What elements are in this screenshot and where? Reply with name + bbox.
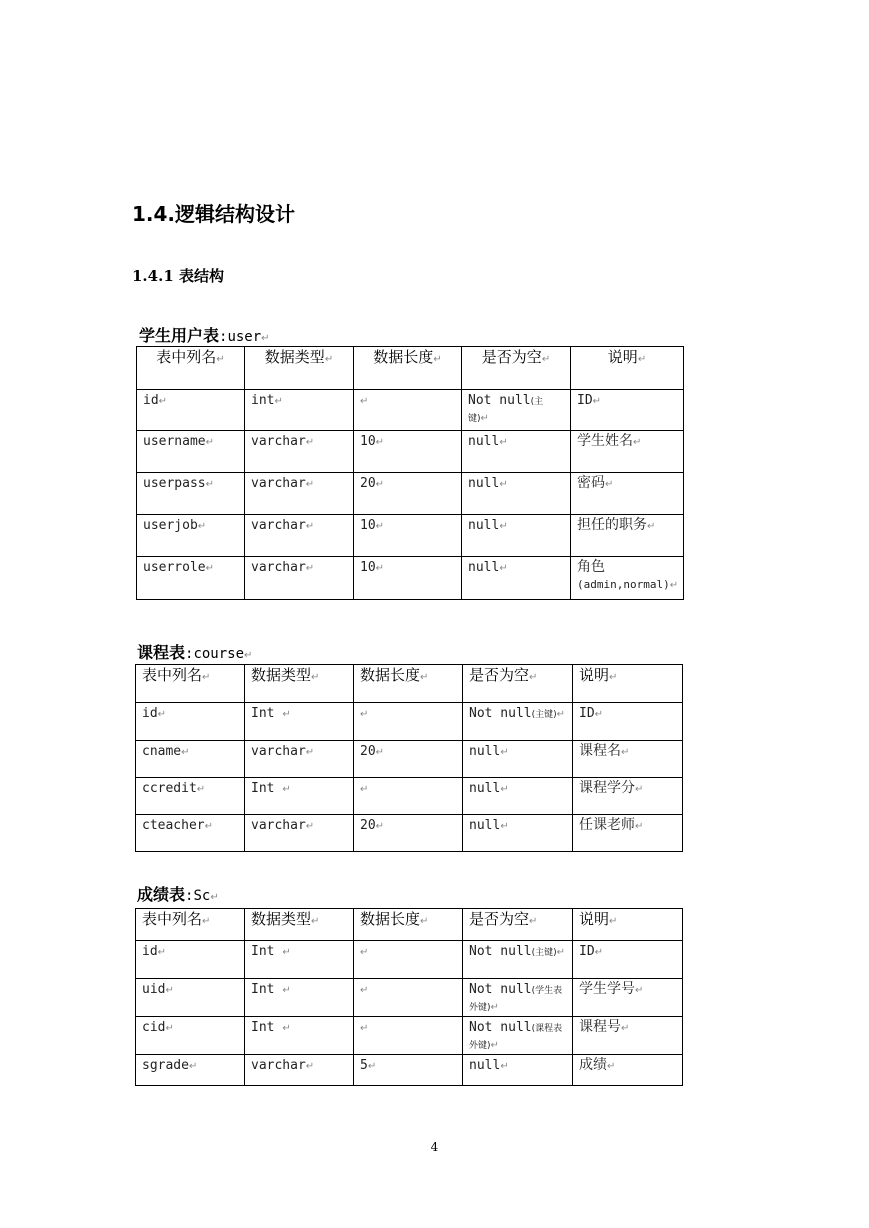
sc-table-header-row bbox=[136, 909, 683, 941]
table-row bbox=[136, 815, 683, 852]
column-name-cell: id↵ bbox=[136, 703, 245, 741]
nullable-cell: null↵ bbox=[463, 1055, 573, 1086]
description-cell: 学生学号↵ bbox=[573, 979, 683, 1017]
description-cell: 课程号↵ bbox=[573, 1017, 683, 1055]
column-name-cell: userjob↵ bbox=[137, 515, 245, 557]
description-cell: ID↵ bbox=[573, 703, 683, 741]
description-cell: 密码↵ bbox=[571, 473, 684, 515]
length-cell: ↵ bbox=[354, 778, 463, 815]
table-row bbox=[137, 557, 684, 600]
length-cell: 20↵ bbox=[354, 741, 463, 778]
column-name-cell: sgrade↵ bbox=[136, 1055, 245, 1086]
sc-header-cell: 表中列名↵ bbox=[136, 909, 245, 941]
length-cell: ↵ bbox=[354, 1017, 463, 1055]
description-cell: 课程名↵ bbox=[573, 741, 683, 778]
user-header-cell: 数据长度↵ bbox=[354, 347, 462, 390]
user-table-header-row bbox=[137, 347, 684, 390]
data-type-cell: Int ↵ bbox=[245, 703, 354, 741]
length-cell: ↵ bbox=[354, 979, 463, 1017]
column-name-cell: cname↵ bbox=[136, 741, 245, 778]
sc-header-cell: 说明↵ bbox=[573, 909, 683, 941]
table-row bbox=[136, 1055, 683, 1086]
user-header-cell: 数据类型↵ bbox=[245, 347, 354, 390]
course-header-cell: 表中列名↵ bbox=[136, 665, 245, 703]
nullable-cell: Not null(主键)↵ bbox=[463, 941, 573, 979]
column-name-cell: cteacher↵ bbox=[136, 815, 245, 852]
sc-header-cell: 是否为空↵ bbox=[463, 909, 573, 941]
description-cell: 成绩↵ bbox=[573, 1055, 683, 1086]
sc-header-cell: 数据类型↵ bbox=[245, 909, 354, 941]
user-table-caption bbox=[139, 327, 270, 348]
length-cell: 10↵ bbox=[354, 431, 462, 473]
data-type-cell: Int ↵ bbox=[245, 778, 354, 815]
data-type-cell: Int ↵ bbox=[245, 1017, 354, 1055]
paragraph-mark: ↵ bbox=[244, 650, 253, 661]
description-cell: 课程学分↵ bbox=[573, 778, 683, 815]
nullable-cell: null↵ bbox=[462, 557, 571, 600]
nullable-cell: Not null(课程表外键)↵ bbox=[463, 1017, 573, 1055]
sc-header-cell: 数据长度↵ bbox=[354, 909, 463, 941]
column-name-cell: userrole↵ bbox=[137, 557, 245, 600]
paragraph-mark: ↵ bbox=[210, 892, 219, 903]
nullable-cell: null↵ bbox=[462, 473, 571, 515]
data-type-cell: int↵ bbox=[245, 390, 354, 431]
course-header-cell: 数据长度↵ bbox=[354, 665, 463, 703]
course-table-caption bbox=[137, 644, 252, 665]
length-cell: ↵ bbox=[354, 390, 462, 431]
table-row bbox=[137, 473, 684, 515]
course-table bbox=[135, 664, 683, 852]
nullable-cell: Not null(学生表外键)↵ bbox=[463, 979, 573, 1017]
subsection-heading: 1.4.1 表结构 bbox=[132, 267, 224, 285]
data-type-cell: Int ↵ bbox=[245, 941, 354, 979]
course-header-cell: 数据类型↵ bbox=[245, 665, 354, 703]
length-cell: 10↵ bbox=[354, 515, 462, 557]
table-row bbox=[137, 390, 684, 431]
sc-table-caption-code: :Sc bbox=[185, 888, 211, 904]
data-type-cell: varchar↵ bbox=[245, 473, 354, 515]
description-cell: 担任的职务↵ bbox=[571, 515, 684, 557]
sc-table-caption-name: 成绩表 bbox=[137, 885, 186, 904]
length-cell: ↵ bbox=[354, 941, 463, 979]
paragraph-mark: ↵ bbox=[261, 333, 270, 344]
user-table-caption-code: :user bbox=[219, 329, 262, 345]
table-row bbox=[137, 431, 684, 473]
data-type-cell: varchar↵ bbox=[245, 815, 354, 852]
nullable-cell: null↵ bbox=[462, 431, 571, 473]
table-row bbox=[136, 703, 683, 741]
nullable-cell: null↵ bbox=[463, 778, 573, 815]
course-header-cell: 说明↵ bbox=[573, 665, 683, 703]
column-name-cell: cid↵ bbox=[136, 1017, 245, 1055]
column-name-cell: uid↵ bbox=[136, 979, 245, 1017]
nullable-cell: Not null(主键)↵ bbox=[463, 703, 573, 741]
length-cell: 5↵ bbox=[354, 1055, 463, 1086]
user-header-cell: 是否为空↵ bbox=[462, 347, 571, 390]
table-row bbox=[136, 741, 683, 778]
description-cell: 学生姓名↵ bbox=[571, 431, 684, 473]
nullable-cell: null↵ bbox=[463, 741, 573, 778]
column-name-cell: id↵ bbox=[136, 941, 245, 979]
course-header-cell: 是否为空↵ bbox=[463, 665, 573, 703]
course-table-header-row bbox=[136, 665, 683, 703]
user-table bbox=[136, 346, 684, 600]
column-name-cell: username↵ bbox=[137, 431, 245, 473]
sc-table-caption bbox=[137, 886, 219, 907]
nullable-cell: Not null(主键)↵ bbox=[462, 390, 571, 431]
length-cell: 10↵ bbox=[354, 557, 462, 600]
table-row bbox=[136, 1017, 683, 1055]
page-number: 4 bbox=[430, 1140, 439, 1154]
sc-table bbox=[135, 908, 683, 1086]
table-row bbox=[136, 979, 683, 1017]
section-heading: 1.4.逻辑结构设计 bbox=[132, 202, 296, 226]
data-type-cell: Int ↵ bbox=[245, 979, 354, 1017]
user-header-cell: 表中列名↵ bbox=[137, 347, 245, 390]
data-type-cell: varchar↵ bbox=[245, 1055, 354, 1086]
nullable-cell: null↵ bbox=[463, 815, 573, 852]
course-table-caption-name: 课程表 bbox=[137, 643, 186, 662]
data-type-cell: varchar↵ bbox=[245, 431, 354, 473]
description-cell: ID↵ bbox=[573, 941, 683, 979]
column-name-cell: userpass↵ bbox=[137, 473, 245, 515]
data-type-cell: varchar↵ bbox=[245, 515, 354, 557]
table-row bbox=[137, 515, 684, 557]
description-cell: ID↵ bbox=[571, 390, 684, 431]
nullable-cell: null↵ bbox=[462, 515, 571, 557]
data-type-cell: varchar↵ bbox=[245, 741, 354, 778]
length-cell: ↵ bbox=[354, 703, 463, 741]
length-cell: 20↵ bbox=[354, 473, 462, 515]
description-cell: 任课老师↵ bbox=[573, 815, 683, 852]
data-type-cell: varchar↵ bbox=[245, 557, 354, 600]
table-row bbox=[136, 941, 683, 979]
user-header-cell: 说明↵ bbox=[571, 347, 684, 390]
table-row bbox=[136, 778, 683, 815]
user-table-caption-name: 学生用户表 bbox=[139, 326, 220, 345]
column-name-cell: ccredit↵ bbox=[136, 778, 245, 815]
length-cell: 20↵ bbox=[354, 815, 463, 852]
course-table-caption-code: :course bbox=[185, 646, 245, 662]
column-name-cell: id↵ bbox=[137, 390, 245, 431]
description-cell: 角色 (admin,normal)↵ bbox=[571, 557, 684, 600]
